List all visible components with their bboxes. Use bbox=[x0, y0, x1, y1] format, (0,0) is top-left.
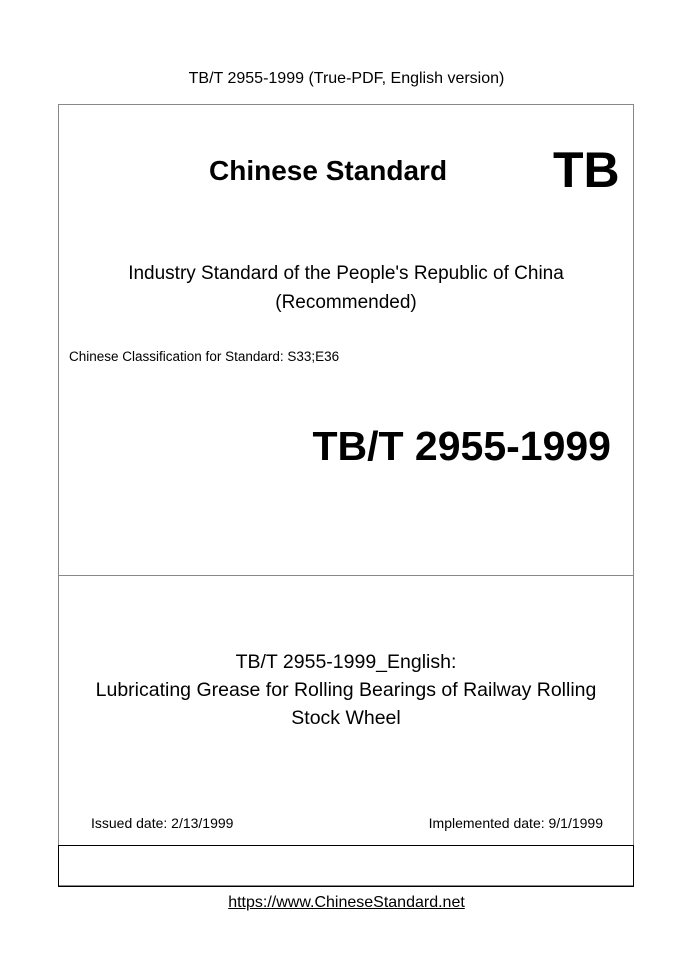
subtitle-line-1: Industry Standard of the People's Republic of China bbox=[128, 263, 564, 284]
cover-frame bbox=[58, 104, 634, 886]
standard-number: TB/T 2955-1999 bbox=[312, 423, 611, 469]
website-link[interactable]: https://www.ChineseStandard.net bbox=[228, 894, 465, 911]
implemented-date: Implemented date: 9/1/1999 bbox=[428, 815, 603, 831]
document-title-line-2: Lubricating Grease for Rolling Bearings of Railway Rolling bbox=[95, 679, 597, 701]
issued-date: Issued date: 2/13/1999 bbox=[91, 815, 234, 831]
cover-title: Chinese Standard bbox=[209, 155, 448, 186]
document-title-line-3: Stock Wheel bbox=[291, 707, 401, 729]
standard-mark: TB bbox=[553, 142, 620, 198]
cover-subtitle bbox=[59, 259, 633, 317]
page-header: TB/T 2955-1999 (True-PDF, English version) bbox=[188, 70, 505, 87]
document-title-line-1: TB/T 2955-1999_English: bbox=[235, 651, 457, 673]
subtitle-line-2: (Recommended) bbox=[275, 292, 417, 313]
section-divider bbox=[59, 575, 633, 576]
classification-text: Chinese Classification for Standard: S33;E36 bbox=[69, 349, 340, 364]
bottom-empty-box bbox=[58, 845, 634, 887]
document-title bbox=[59, 648, 633, 732]
